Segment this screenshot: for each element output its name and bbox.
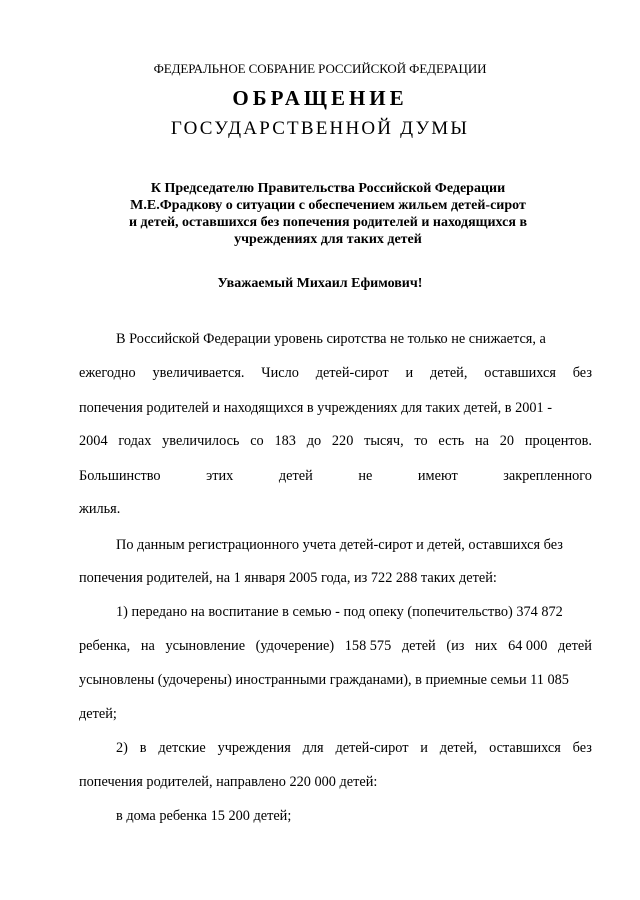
addressee-line: учреждениях для таких детей bbox=[234, 232, 422, 247]
word: 183 bbox=[274, 433, 296, 449]
body-line: 1) передано на воспитание в семью - под опеку (попечительство) 374 872 bbox=[116, 604, 563, 620]
word: и bbox=[405, 365, 414, 381]
word: годах bbox=[118, 433, 152, 449]
body-line: В Российской Федерации уровень сиротства не только не снижается, а bbox=[116, 331, 546, 347]
word: 20 bbox=[499, 433, 515, 449]
word: (из bbox=[446, 638, 465, 654]
word: ежегодно bbox=[79, 365, 136, 381]
word: детские bbox=[158, 740, 206, 756]
word: Большинство bbox=[79, 468, 161, 484]
word: детей, bbox=[429, 365, 468, 381]
word: без bbox=[572, 740, 592, 756]
word: детей bbox=[278, 468, 313, 484]
body-line: в дома ребенка 15 200 детей; bbox=[116, 808, 292, 824]
word: них bbox=[475, 638, 498, 654]
word: и bbox=[420, 740, 428, 756]
greeting: Уважаемый Михаил Ефимович! bbox=[217, 276, 423, 291]
word: увеличивается. bbox=[152, 365, 245, 381]
word: увеличилось bbox=[162, 433, 240, 449]
addressee-line: М.Е.Фрадкову о ситуации с обеспечением жильем детей-сирот bbox=[130, 198, 526, 213]
document-title: ОБРАЩЕНИЕ bbox=[232, 86, 408, 110]
word: Число bbox=[261, 365, 299, 381]
word: 2) bbox=[116, 740, 128, 756]
word: не bbox=[358, 468, 373, 484]
word: этих bbox=[206, 468, 234, 484]
body-line-justified bbox=[79, 638, 592, 655]
word: то bbox=[414, 433, 428, 449]
body-line: По данным регистрационного учета детей-сирот и детей, оставшихся без bbox=[116, 537, 563, 553]
document-subtitle: ГОСУДАРСТВЕННОЙ ДУМЫ bbox=[170, 118, 470, 139]
organization-header: ФЕДЕРАЛЬНОЕ СОБРАНИЕ РОССИЙСКОЙ ФЕДЕРАЦИИ bbox=[153, 61, 487, 76]
word: 2004 bbox=[79, 433, 108, 449]
body-line-justified bbox=[79, 468, 592, 485]
body-line-justified bbox=[116, 740, 592, 757]
word: на bbox=[140, 638, 155, 654]
body-line: усыновлены (удочерены) иностранными гражданами), в приемные семьи 11 085 bbox=[79, 672, 569, 688]
word: имеют bbox=[417, 468, 458, 484]
addressee-line: и детей, оставшихся без попечения родителей и находящихся в bbox=[128, 215, 528, 230]
word: детей-сирот bbox=[315, 365, 389, 381]
word: детей, bbox=[439, 740, 478, 756]
word: (удочерение) bbox=[255, 638, 335, 654]
word: детей-сирот bbox=[335, 740, 409, 756]
body-line: попечения родителей и находящихся в учреждениях для таких детей, в 2001 - bbox=[79, 400, 553, 416]
word: ребенка, bbox=[79, 638, 131, 654]
word: оставшихся bbox=[484, 365, 556, 381]
word: для bbox=[302, 740, 324, 756]
body-line-justified bbox=[79, 365, 592, 382]
body-line: попечения родителей, направлено 220 000 детей: bbox=[79, 774, 378, 790]
word: 64 000 bbox=[508, 638, 548, 654]
word: оставшихся bbox=[489, 740, 561, 756]
body-line-justified bbox=[79, 433, 592, 450]
word: детей bbox=[401, 638, 436, 654]
word: тысяч, bbox=[364, 433, 404, 449]
word: есть bbox=[438, 433, 465, 449]
word: усыновление bbox=[165, 638, 246, 654]
word: 158 575 bbox=[344, 638, 392, 654]
word: на bbox=[475, 433, 489, 449]
addressee-block bbox=[80, 180, 576, 248]
body-line: жилья. bbox=[79, 501, 121, 517]
word: детей bbox=[558, 638, 592, 654]
word: учреждения bbox=[217, 740, 291, 756]
word: со bbox=[250, 433, 264, 449]
word: до bbox=[306, 433, 322, 449]
addressee-line: К Председателю Правительства Российской Федерации bbox=[150, 181, 506, 196]
word: 220 bbox=[331, 433, 354, 449]
body-line: попечения родителей, на 1 января 2005 года, из 722 288 таких детей: bbox=[79, 570, 497, 586]
body-line: детей; bbox=[79, 706, 117, 722]
word: в bbox=[139, 740, 147, 756]
word: закрепленного bbox=[503, 468, 592, 484]
word: процентов. bbox=[524, 433, 592, 449]
word: без bbox=[572, 365, 592, 381]
